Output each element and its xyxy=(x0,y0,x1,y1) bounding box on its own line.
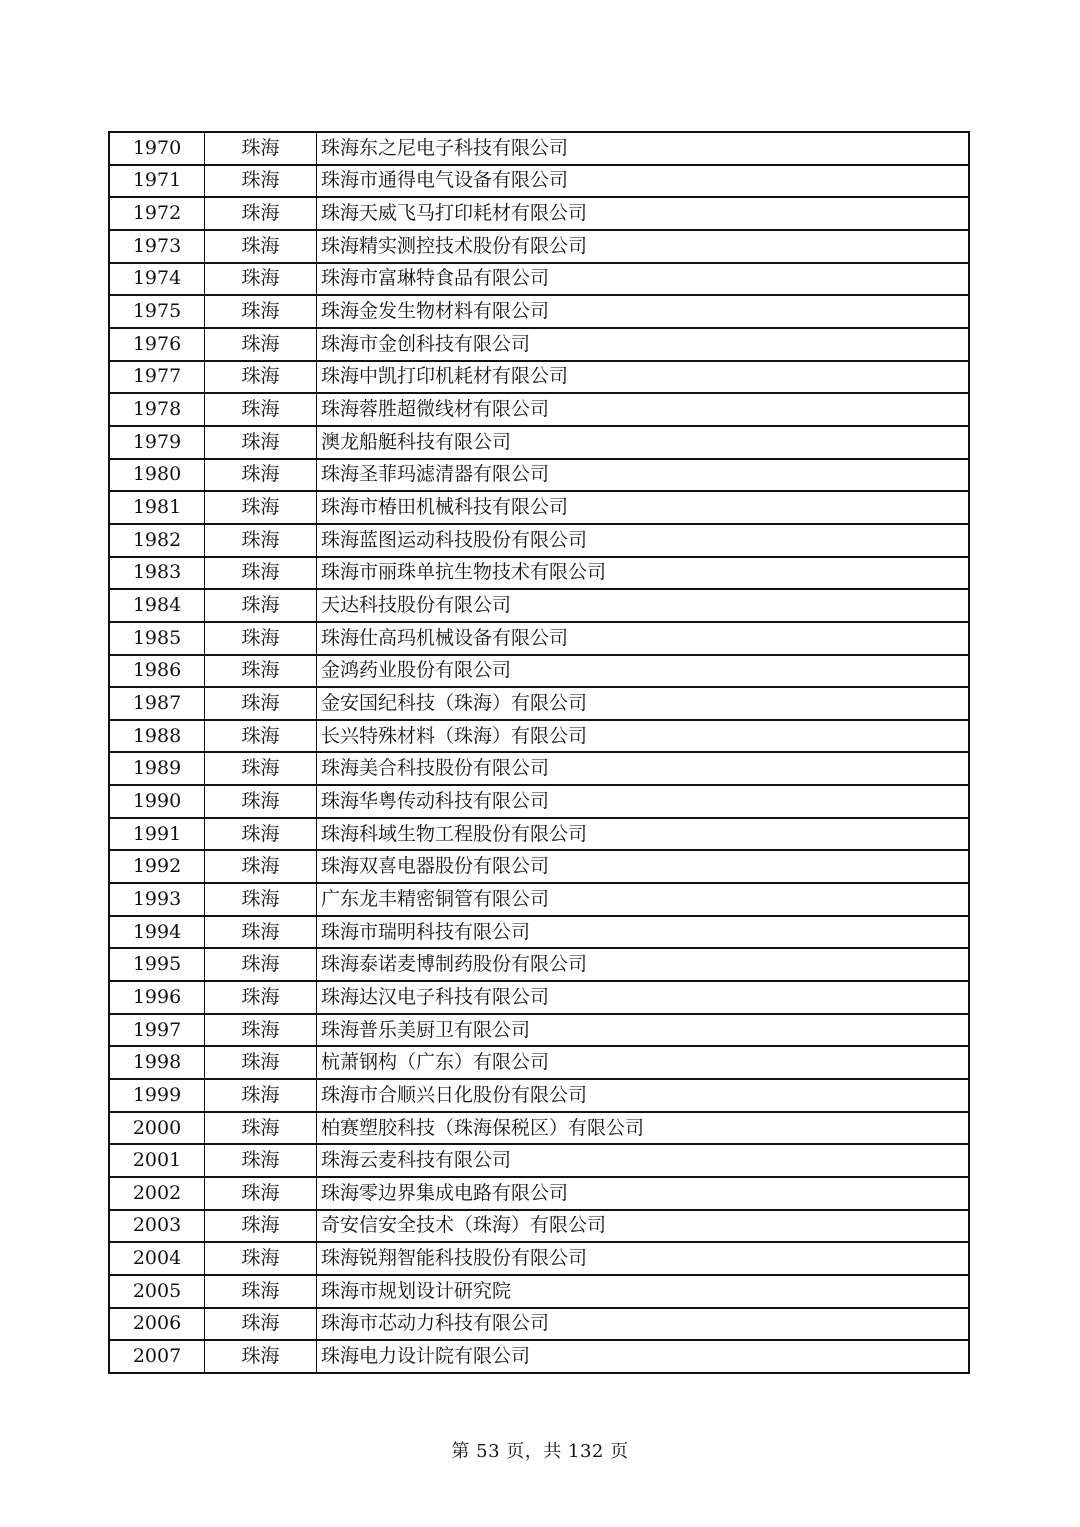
company-name-cell: 珠海市芯动力科技有限公司 xyxy=(317,1308,970,1341)
city-cell: 珠海 xyxy=(205,1079,317,1112)
city-cell: 珠海 xyxy=(205,295,317,328)
table-row xyxy=(109,655,969,688)
row-number-cell: 1996 xyxy=(109,981,205,1014)
row-number-cell: 1980 xyxy=(109,459,205,492)
city-cell: 珠海 xyxy=(205,197,317,230)
table-row xyxy=(109,687,969,720)
city-cell: 珠海 xyxy=(205,720,317,753)
page-number-footer: 第 53 页，共 132 页 xyxy=(451,1441,629,1462)
table-row xyxy=(109,785,969,818)
company-name-cell: 珠海市通得电气设备有限公司 xyxy=(317,165,970,198)
table-row xyxy=(109,818,969,851)
row-number-cell: 1974 xyxy=(109,263,205,296)
company-name-cell: 珠海市丽珠单抗生物技术有限公司 xyxy=(317,557,970,590)
city-cell: 珠海 xyxy=(205,230,317,263)
table-row xyxy=(109,328,969,361)
table-row xyxy=(109,1177,969,1210)
company-name-cell: 珠海仕高玛机械设备有限公司 xyxy=(317,622,970,655)
city-cell: 珠海 xyxy=(205,850,317,883)
table-body xyxy=(109,132,969,1373)
table-row xyxy=(109,230,969,263)
table-row xyxy=(109,1046,969,1079)
table-row xyxy=(109,459,969,492)
table-row xyxy=(109,426,969,459)
row-number-cell: 1975 xyxy=(109,295,205,328)
company-name-cell: 珠海精实测控技术股份有限公司 xyxy=(317,230,970,263)
table-row xyxy=(109,948,969,981)
row-number-cell: 1988 xyxy=(109,720,205,753)
row-number-cell: 1992 xyxy=(109,850,205,883)
row-number-cell: 1995 xyxy=(109,948,205,981)
city-cell: 珠海 xyxy=(205,132,317,165)
company-name-cell: 奇安信安全技术（珠海）有限公司 xyxy=(317,1210,970,1243)
city-cell: 珠海 xyxy=(205,1144,317,1177)
company-name-cell: 珠海泰诺麦博制药股份有限公司 xyxy=(317,948,970,981)
row-number-cell: 1998 xyxy=(109,1046,205,1079)
row-number-cell: 1983 xyxy=(109,557,205,590)
row-number-cell: 1979 xyxy=(109,426,205,459)
city-cell: 珠海 xyxy=(205,1046,317,1079)
company-name-cell: 珠海天威飞马打印耗材有限公司 xyxy=(317,197,970,230)
company-name-cell: 金鸿药业股份有限公司 xyxy=(317,655,970,688)
company-name-cell: 珠海市椿田机械科技有限公司 xyxy=(317,491,970,524)
city-cell: 珠海 xyxy=(205,263,317,296)
company-name-cell: 珠海市合顺兴日化股份有限公司 xyxy=(317,1079,970,1112)
row-number-cell: 1991 xyxy=(109,818,205,851)
company-name-cell: 杭萧钢构（广东）有限公司 xyxy=(317,1046,970,1079)
table-row xyxy=(109,1014,969,1047)
row-number-cell: 1989 xyxy=(109,752,205,785)
city-cell: 珠海 xyxy=(205,818,317,851)
row-number-cell: 2001 xyxy=(109,1144,205,1177)
row-number-cell: 2003 xyxy=(109,1210,205,1243)
city-cell: 珠海 xyxy=(205,1340,317,1373)
table-row xyxy=(109,1144,969,1177)
row-number-cell: 1981 xyxy=(109,491,205,524)
table-row xyxy=(109,393,969,426)
row-number-cell: 1973 xyxy=(109,230,205,263)
row-number-cell: 2000 xyxy=(109,1112,205,1145)
city-cell: 珠海 xyxy=(205,328,317,361)
table-row xyxy=(109,361,969,394)
company-name-cell: 珠海中凯打印机耗材有限公司 xyxy=(317,361,970,394)
table-row xyxy=(109,165,969,198)
city-cell: 珠海 xyxy=(205,1210,317,1243)
city-cell: 珠海 xyxy=(205,393,317,426)
row-number-cell: 1985 xyxy=(109,622,205,655)
city-cell: 珠海 xyxy=(205,883,317,916)
row-number-cell: 1984 xyxy=(109,589,205,622)
table-row xyxy=(109,1340,969,1373)
row-number-cell: 2005 xyxy=(109,1275,205,1308)
row-number-cell: 1982 xyxy=(109,524,205,557)
row-number-cell: 1986 xyxy=(109,655,205,688)
city-cell: 珠海 xyxy=(205,165,317,198)
city-cell: 珠海 xyxy=(205,361,317,394)
company-name-cell: 珠海普乐美厨卫有限公司 xyxy=(317,1014,970,1047)
row-number-cell: 1978 xyxy=(109,393,205,426)
company-name-cell: 金安国纪科技（珠海）有限公司 xyxy=(317,687,970,720)
row-number-cell: 1987 xyxy=(109,687,205,720)
row-number-cell: 1994 xyxy=(109,916,205,949)
table-row xyxy=(109,850,969,883)
row-number-cell: 1971 xyxy=(109,165,205,198)
company-name-cell: 珠海市富琳特食品有限公司 xyxy=(317,263,970,296)
table-row xyxy=(109,1079,969,1112)
city-cell: 珠海 xyxy=(205,491,317,524)
company-name-cell: 珠海蓝图运动科技股份有限公司 xyxy=(317,524,970,557)
row-number-cell: 1990 xyxy=(109,785,205,818)
company-name-cell: 珠海圣菲玛滤清器有限公司 xyxy=(317,459,970,492)
row-number-cell: 2007 xyxy=(109,1340,205,1373)
company-name-cell: 珠海零边界集成电路有限公司 xyxy=(317,1177,970,1210)
company-name-cell: 长兴特殊材料（珠海）有限公司 xyxy=(317,720,970,753)
city-cell: 珠海 xyxy=(205,557,317,590)
row-number-cell: 1993 xyxy=(109,883,205,916)
table-row xyxy=(109,1242,969,1275)
city-cell: 珠海 xyxy=(205,687,317,720)
company-name-cell: 珠海电力设计院有限公司 xyxy=(317,1340,970,1373)
city-cell: 珠海 xyxy=(205,1112,317,1145)
company-name-cell: 珠海双喜电器股份有限公司 xyxy=(317,850,970,883)
table-row xyxy=(109,524,969,557)
company-name-cell: 珠海市规划设计研究院 xyxy=(317,1275,970,1308)
table-row xyxy=(109,720,969,753)
table-row xyxy=(109,263,969,296)
table-row xyxy=(109,1210,969,1243)
company-name-cell: 珠海东之尼电子科技有限公司 xyxy=(317,132,970,165)
city-cell: 珠海 xyxy=(205,785,317,818)
city-cell: 珠海 xyxy=(205,655,317,688)
company-name-cell: 珠海达汉电子科技有限公司 xyxy=(317,981,970,1014)
row-number-cell: 2006 xyxy=(109,1308,205,1341)
company-name-cell: 珠海金发生物材料有限公司 xyxy=(317,295,970,328)
city-cell: 珠海 xyxy=(205,589,317,622)
company-name-cell: 澳龙船艇科技有限公司 xyxy=(317,426,970,459)
company-name-cell: 珠海蓉胜超微线材有限公司 xyxy=(317,393,970,426)
company-name-cell: 广东龙丰精密铜管有限公司 xyxy=(317,883,970,916)
company-name-cell: 珠海科域生物工程股份有限公司 xyxy=(317,818,970,851)
table-row xyxy=(109,295,969,328)
company-name-cell: 天达科技股份有限公司 xyxy=(317,589,970,622)
table-row xyxy=(109,752,969,785)
company-name-cell: 珠海华粤传动科技有限公司 xyxy=(317,785,970,818)
table-row xyxy=(109,883,969,916)
city-cell: 珠海 xyxy=(205,948,317,981)
company-name-cell: 珠海锐翔智能科技股份有限公司 xyxy=(317,1242,970,1275)
table-row xyxy=(109,1112,969,1145)
company-name-cell: 珠海美合科技股份有限公司 xyxy=(317,752,970,785)
city-cell: 珠海 xyxy=(205,1275,317,1308)
table-row xyxy=(109,622,969,655)
table-row xyxy=(109,197,969,230)
row-number-cell: 1976 xyxy=(109,328,205,361)
row-number-cell: 2002 xyxy=(109,1177,205,1210)
row-number-cell: 2004 xyxy=(109,1242,205,1275)
company-name-cell: 珠海市瑞明科技有限公司 xyxy=(317,916,970,949)
table-row xyxy=(109,1275,969,1308)
table-row xyxy=(109,1308,969,1341)
row-number-cell: 1970 xyxy=(109,132,205,165)
row-number-cell: 1997 xyxy=(109,1014,205,1047)
city-cell: 珠海 xyxy=(205,752,317,785)
company-name-cell: 珠海市金创科技有限公司 xyxy=(317,328,970,361)
row-number-cell: 1999 xyxy=(109,1079,205,1112)
city-cell: 珠海 xyxy=(205,426,317,459)
city-cell: 珠海 xyxy=(205,622,317,655)
city-cell: 珠海 xyxy=(205,459,317,492)
row-number-cell: 1977 xyxy=(109,361,205,394)
table-row xyxy=(109,589,969,622)
city-cell: 珠海 xyxy=(205,524,317,557)
table-row xyxy=(109,557,969,590)
table-row xyxy=(109,132,969,165)
company-list-table xyxy=(108,131,970,1374)
table-row xyxy=(109,916,969,949)
city-cell: 珠海 xyxy=(205,1177,317,1210)
city-cell: 珠海 xyxy=(205,1308,317,1341)
company-name-cell: 柏赛塑胶科技（珠海保税区）有限公司 xyxy=(317,1112,970,1145)
city-cell: 珠海 xyxy=(205,916,317,949)
company-name-cell: 珠海云麦科技有限公司 xyxy=(317,1144,970,1177)
row-number-cell: 1972 xyxy=(109,197,205,230)
city-cell: 珠海 xyxy=(205,981,317,1014)
city-cell: 珠海 xyxy=(205,1242,317,1275)
table-row xyxy=(109,491,969,524)
city-cell: 珠海 xyxy=(205,1014,317,1047)
table-row xyxy=(109,981,969,1014)
